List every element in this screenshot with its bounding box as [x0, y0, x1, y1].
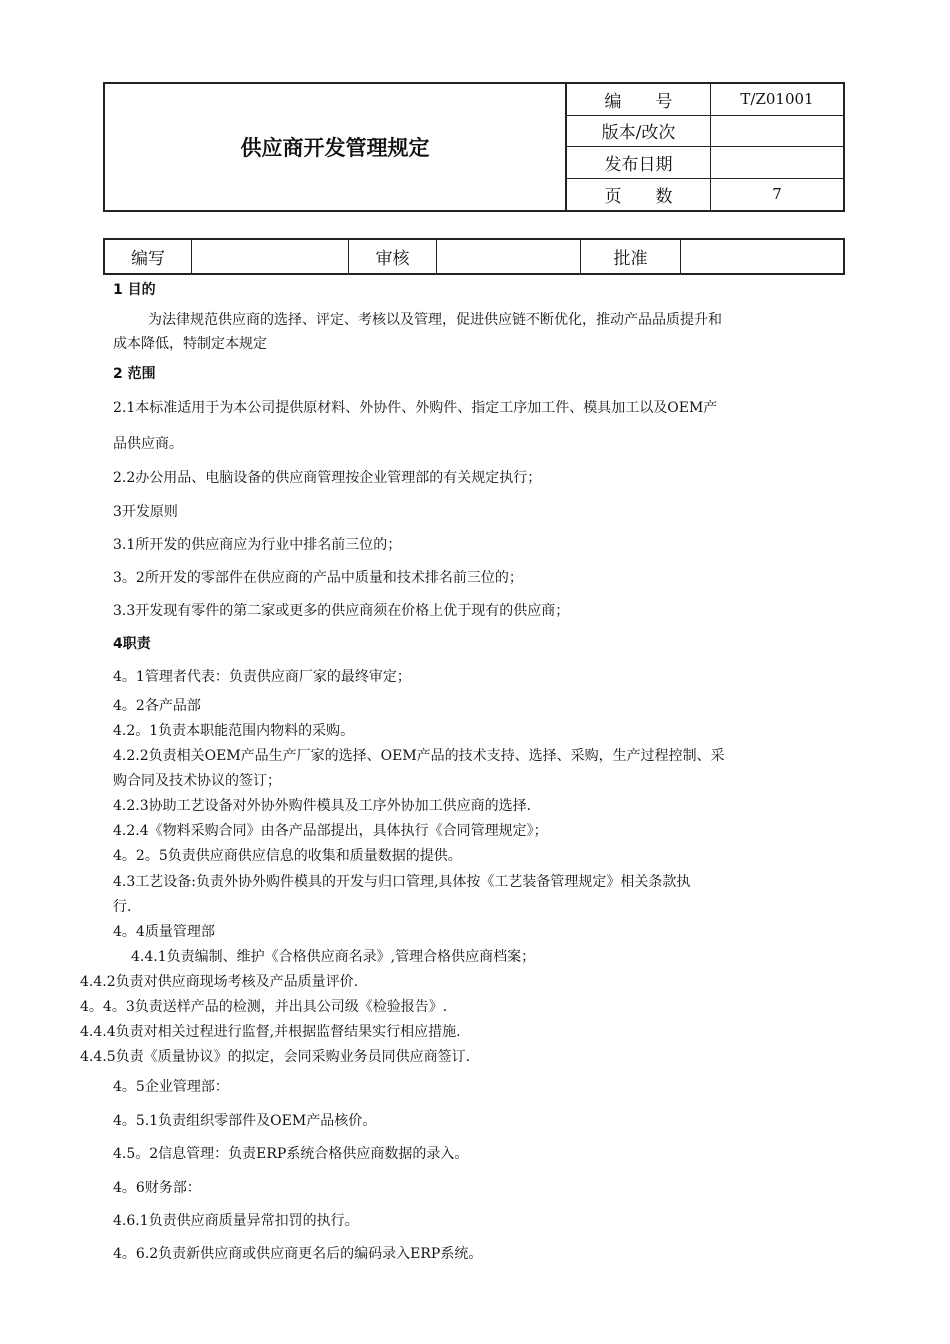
body-line: 4。6财务部： [113, 1180, 201, 1196]
body-line: 为法律规范供应商的选择、评定、考核以及管理，促进供应链不断优化，推动产品品质提升和 [148, 312, 722, 328]
field-label: 编 号 [567, 84, 711, 115]
body-line: 4.2.2负责相关OEM产品生产厂家的选择、OEM产品的技术支持、选择、采购，生产过程控制、采 [113, 748, 725, 764]
body-line: 2.2办公用品、电脑设备的供应商管理按企业管理部的有关规定执行； [113, 470, 542, 486]
field-label: 页 数 [567, 179, 711, 211]
signoff-write-label: 编写 [105, 240, 192, 273]
body-line: 4.6.1负责供应商质量异常扣罚的执行。 [113, 1213, 359, 1229]
signoff-review-label: 审核 [349, 240, 437, 273]
signoff-write-value [192, 240, 349, 273]
body-line: 4。5企业管理部： [113, 1079, 229, 1095]
body-line: 3。2所开发的零部件在供应商的产品中质量和技术排名前三位的； [113, 570, 523, 586]
body-line: 购合同及技术协议的签订； [113, 773, 281, 789]
field-pages [567, 179, 843, 211]
body-line: 4。2各产品部 [113, 698, 201, 714]
section-heading: 4职责 [113, 636, 151, 652]
section-heading: 2 范围 [113, 366, 156, 382]
body-line: 4.5。2信息管理：负责ERP系统合格供应商数据的录入。 [113, 1146, 469, 1162]
body-line: 4。1管理者代表：负责供应商厂家的最终审定； [113, 669, 411, 685]
signoff-review-value [437, 240, 581, 273]
body-line: 4。4质量管理部 [113, 924, 215, 940]
field-value [711, 116, 843, 147]
body-line: 4.4.5负责《质量协议》的拟定，会同采购业务员同供应商签订. [80, 1049, 471, 1065]
body-line: 4.2.4《物料采购合同》由各产品部提出，具体执行《合同管理规定》； [113, 823, 548, 839]
body-line: 3.3开发现有零件的第二家或更多的供应商须在价格上优于现有的供应商； [113, 603, 570, 619]
document-header-table [103, 82, 845, 212]
field-label: 版本/改次 [567, 116, 711, 147]
document-title: 供应商开发管理规定 [240, 136, 430, 160]
section-heading: 1 目的 [113, 282, 156, 298]
field-number [567, 84, 843, 116]
body-line: 行. [113, 899, 132, 915]
section-heading: 3开发原则 [113, 504, 178, 520]
field-date [567, 147, 843, 179]
body-line: 4.2。1负责本职能范围内物料的采购。 [113, 723, 355, 739]
body-line: 4.4.2负责对供应商现场考核及产品质量评价. [80, 974, 359, 990]
body-line: 4。5.1负责组织零部件及OEM产品核价。 [113, 1113, 377, 1129]
body-line: 3.1所开发的供应商应为行业中排名前三位的； [113, 537, 402, 553]
signoff-approve-value [681, 240, 843, 273]
body-line: 2.1本标准适用于为本公司提供原材料、外协件、外购件、指定工序加工件、模具加工以及OEM产 [113, 400, 718, 416]
body-line: 4.4.1负责编制、维护《合格供应商名录》,管理合格供应商档案； [131, 949, 536, 965]
field-label: 发布日期 [567, 147, 711, 178]
field-value [711, 147, 843, 178]
body-line: 4。2。5负责供应商供应信息的收集和质量数据的提供。 [113, 848, 462, 864]
body-line: 4.2.3协助工艺设备对外协外购件模具及工序外协加工供应商的选择. [113, 798, 532, 814]
field-value: T/Z01001 [740, 90, 814, 109]
body-line: 4。6.2负责新供应商或供应商更名后的编码录入ERP系统。 [113, 1246, 483, 1262]
body-line: 4.3工艺设备:负责外协外购件模具的开发与归口管理,具体按《工艺装备管理规定》相关条款执 [113, 874, 691, 890]
field-value: 7 [772, 185, 782, 204]
body-line: 4。4。3负责送样产品的检测，并出具公司级《检验报告》. [80, 999, 448, 1015]
body-line: 4.4.4负责对相关过程进行监督,并根据监督结果实行相应措施. [80, 1024, 461, 1040]
header-fields [565, 84, 843, 210]
body-line: 成本降低，特制定本规定 [113, 336, 267, 352]
body-line: 品供应商。 [113, 436, 183, 452]
signoff-approve-label: 批准 [581, 240, 681, 273]
field-version [567, 116, 843, 148]
signoff-table [103, 238, 845, 275]
